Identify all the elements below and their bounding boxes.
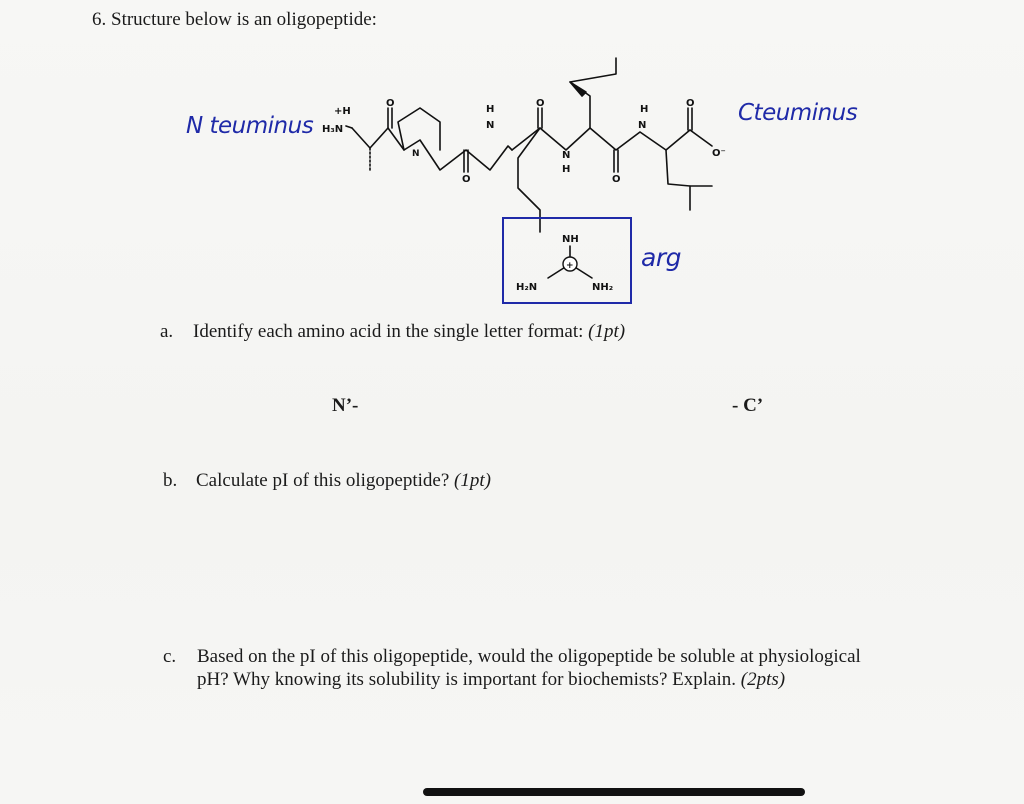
ring-n-label: N [412, 149, 420, 159]
o1-label: O [386, 98, 395, 109]
n-top-2-label: N [638, 120, 647, 131]
home-indicator-bar[interactable] [423, 788, 805, 796]
question-title [92, 8, 377, 31]
h3n-label: H₃N [322, 124, 344, 135]
question-text: Structure below is an oligopeptide: [111, 9, 377, 30]
h-top-1-label: H [486, 104, 495, 115]
c-prime-label: - C’ [732, 395, 764, 416]
nh-label: NH [562, 234, 579, 245]
oligopeptide-structure [300, 55, 726, 305]
o2-label: O [462, 174, 471, 185]
plus-sign: + [566, 261, 574, 271]
c-terminus-annotation: Cteuminus [738, 100, 858, 126]
part-c-letter: c. [163, 646, 177, 667]
o3-label: O [536, 98, 545, 109]
part-c-points: (2pts) [740, 669, 786, 690]
o5-label: O [686, 98, 695, 109]
h-top-2-label: H [640, 104, 649, 115]
h-bottom-label: H [562, 164, 571, 175]
h2n-label: H₂N [516, 282, 538, 293]
part-b-text: Calculate pI of this oligopeptide? [196, 470, 455, 491]
backbone-bond [352, 128, 512, 170]
n-prime-label: N’- [332, 395, 359, 416]
part-b-points: (1pt) [454, 470, 491, 491]
n-top-1-label: N [486, 120, 495, 131]
part-b-letter: b. [163, 470, 178, 491]
arg-annotation: arg [641, 243, 681, 272]
question-number: 6. [92, 9, 107, 30]
part-c-text: Based on the pI of this oligopeptide, would the oligopeptide be soluble at physiological pH? Why knowing its solubility is important for biochemists? Explain. [197, 646, 861, 690]
part-a-text: Identify each amino acid in the single letter format: [193, 321, 589, 342]
o-minus-label: O⁻ [712, 148, 726, 159]
nh2-label: NH₂ [592, 282, 614, 293]
proline-ring [398, 108, 440, 150]
o4-label: O [612, 174, 621, 185]
part-a-points: (1pt) [588, 321, 626, 342]
n-terminus-annotation: N teuminus [186, 113, 314, 139]
h-plus-label: +H [334, 106, 351, 117]
part-a-letter: a. [160, 321, 174, 342]
n-bottom-label: N [562, 150, 571, 161]
